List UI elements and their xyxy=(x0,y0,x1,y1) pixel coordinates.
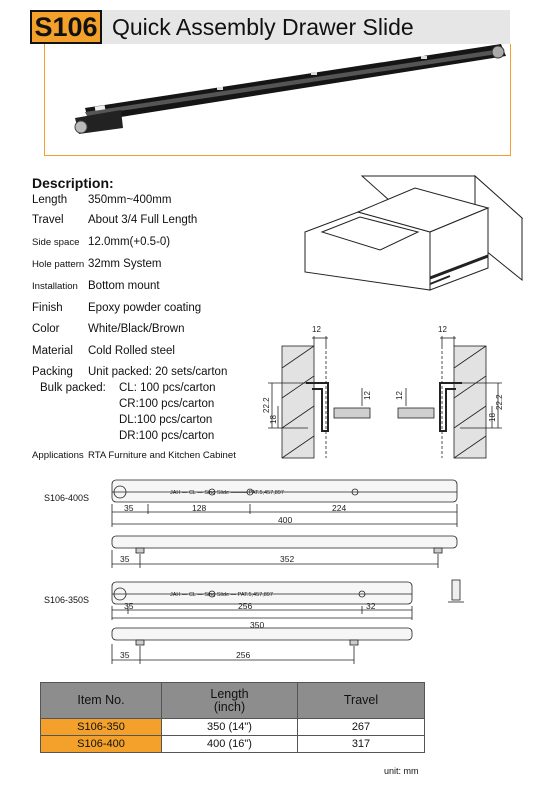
spec-value-side-space: 12.0mm(+0.5-0) xyxy=(88,236,171,248)
page-title: Quick Assembly Drawer Slide xyxy=(112,14,414,40)
dim-label: 32 xyxy=(366,601,376,611)
dim-label: 35 xyxy=(124,503,134,513)
spec-label-color: Color xyxy=(32,323,60,335)
column-header-travel: Travel xyxy=(298,683,425,719)
spec-label-side-space: Side space xyxy=(32,237,80,248)
column-header-item: Item No. xyxy=(41,683,162,719)
table-row xyxy=(41,719,425,736)
spec-label-finish: Finish xyxy=(32,302,63,314)
drawer-cabinet-illustration xyxy=(300,160,530,310)
right-gap-label: 12 xyxy=(438,325,447,334)
cell-length: 400 (16") xyxy=(162,736,298,753)
slide-350-print: JAH — CL — Sing Slide — PAT.5,457,897 xyxy=(170,592,273,598)
slide-350-label: S106-350S xyxy=(44,595,90,605)
spec-label-material: Material xyxy=(32,345,73,357)
slide-350-drawing xyxy=(100,576,470,670)
dim-label: 35 xyxy=(124,601,134,611)
spec-value-installation: Bottom mount xyxy=(88,280,160,292)
spec-value-travel: About 3/4 Full Length xyxy=(88,214,198,226)
unit-note: unit: mm xyxy=(384,766,419,776)
spec-value-length: 350mm~400mm xyxy=(88,194,172,206)
cell-item: S106-400 xyxy=(41,736,162,753)
spec-value-packing: Unit packed: 20 sets/carton xyxy=(88,366,228,378)
dim-label: 128 xyxy=(192,503,207,513)
table-row xyxy=(41,736,425,753)
product-photo xyxy=(45,44,512,156)
dim-label: 256 xyxy=(238,601,253,611)
table-header-row xyxy=(41,683,425,719)
spec-table xyxy=(40,682,425,753)
left-h3-label: 12 xyxy=(363,391,372,400)
bulk-line: DR:100 pcs/carton xyxy=(119,430,215,442)
spec-label-travel: Travel xyxy=(32,214,64,226)
spec-value-finish: Epoxy powder coating xyxy=(88,302,202,314)
left-h1-label: 22.2 xyxy=(262,397,271,413)
product-code-badge: S106 xyxy=(30,10,102,44)
bulk-packed-label: Bulk packed: xyxy=(40,382,106,394)
dim-label: 35 xyxy=(120,554,130,564)
bulk-line: DL:100 pcs/carton xyxy=(119,414,213,426)
dim-label: 352 xyxy=(280,554,295,564)
cell-item: S106-350 xyxy=(41,719,162,736)
dim-total-label: 400 xyxy=(278,515,293,525)
spec-label-packing: Packing xyxy=(32,366,73,378)
dim-label: 256 xyxy=(236,650,251,660)
right-h1-label: 22.2 xyxy=(495,394,504,410)
left-gap-label: 12 xyxy=(312,325,321,334)
dim-label: 35 xyxy=(120,650,130,660)
slide-400-print: JAH — CL — Sing Slide ——— PAT.5,457,897 xyxy=(170,490,284,496)
dim-total-label: 350 xyxy=(250,620,265,630)
bulk-line: CL: 100 pcs/carton xyxy=(119,382,216,394)
spec-label-hole-pattern: Hole pattern xyxy=(32,259,85,270)
cell-travel: 317 xyxy=(298,736,425,753)
right-h2-label: 18 xyxy=(488,413,497,422)
spec-value-hole-pattern: 32mm System xyxy=(88,258,162,270)
cell-travel: 267 xyxy=(298,719,425,736)
applications-label: Applications xyxy=(32,450,84,461)
spec-label-length: Length xyxy=(32,194,68,206)
description-heading: Description: xyxy=(32,175,114,191)
applications-value: RTA Furniture and Kitchen Cabinet xyxy=(88,450,236,461)
cell-length: 350 (14") xyxy=(162,719,298,736)
column-header-length: Length (inch) xyxy=(162,683,298,719)
bulk-line: CR:100 pcs/carton xyxy=(119,398,215,410)
slide-400-label: S106-400S xyxy=(44,493,90,503)
mounting-section-diagram xyxy=(262,318,507,463)
spec-value-material: Cold Rolled steel xyxy=(88,345,175,357)
spec-label-installation: Installation xyxy=(32,281,78,292)
left-h2-label: 18 xyxy=(269,415,278,424)
spec-value-color: White/Black/Brown xyxy=(88,323,185,335)
product-photo-frame xyxy=(44,44,511,156)
dim-label: 224 xyxy=(332,503,347,513)
slide-400-drawing xyxy=(100,472,470,572)
right-h3-label: 12 xyxy=(395,391,404,400)
